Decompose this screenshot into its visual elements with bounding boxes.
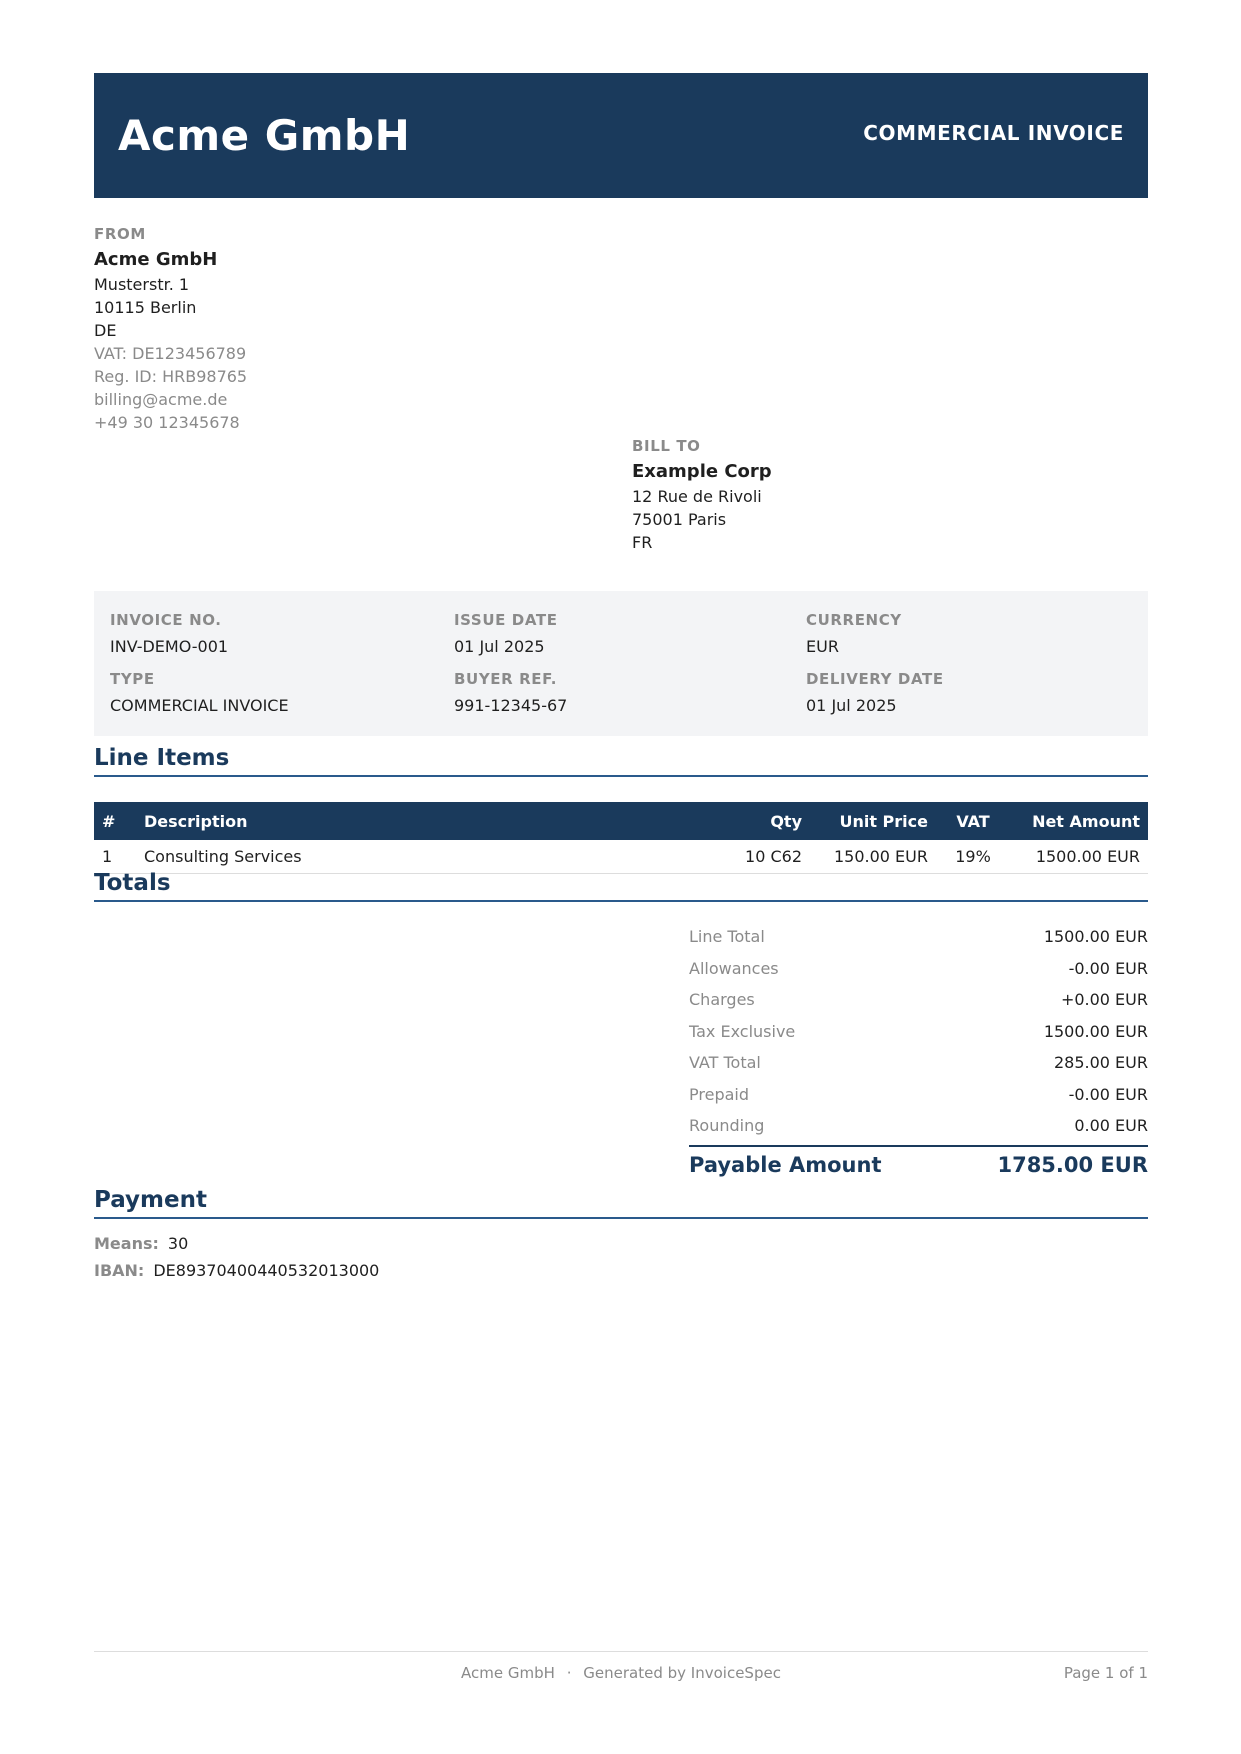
meta-label: BUYER REF. — [454, 670, 558, 688]
cell-vat: 19% — [936, 840, 1010, 873]
totals-row — [689, 921, 1148, 953]
page-footer — [94, 1651, 1148, 1682]
meta-issue-date — [454, 611, 558, 656]
payable-label: Payable Amount — [689, 1152, 882, 1177]
meta-label: INVOICE NO. — [110, 611, 222, 629]
buyer-country: FR — [632, 533, 653, 552]
totals-value: 285.00 EUR — [1053, 1053, 1148, 1073]
buyer-city: 75001 Paris — [632, 510, 727, 529]
seller-reg-id: Reg. ID: HRB98765 — [94, 367, 248, 386]
buyer-block — [632, 437, 772, 554]
table-header-row — [94, 802, 1148, 840]
buyer-street: 12 Rue de Rivoli — [632, 487, 762, 506]
invoice-page — [94, 73, 1148, 1280]
page-number: Page 1 of 1 — [1063, 1664, 1148, 1682]
totals-heading: Totals — [94, 870, 1148, 902]
meta-delivery-date — [806, 670, 944, 715]
totals-value: -0.00 EUR — [1068, 1084, 1148, 1104]
meta-invoice-no — [110, 611, 228, 656]
seller-vat: VAT: DE123456789 — [94, 344, 247, 363]
seller-label: FROM — [94, 225, 146, 243]
totals-value: 0.00 EUR — [1074, 1116, 1148, 1136]
totals-label: Charges — [689, 990, 755, 1010]
totals-row — [689, 1079, 1148, 1111]
totals-value: +0.00 EUR — [1060, 990, 1148, 1010]
seller-country: DE — [94, 321, 117, 340]
col-header-num: # — [94, 802, 136, 840]
table-row — [94, 840, 1148, 873]
payment-means-row — [94, 1230, 379, 1257]
totals-label: Tax Exclusive — [689, 1021, 796, 1041]
meta-label: TYPE — [110, 670, 155, 688]
totals-value: 1500.00 EUR — [1043, 1021, 1148, 1041]
document-type: COMMERCIAL INVOICE — [863, 121, 1124, 145]
col-header-description: Description — [136, 802, 710, 840]
totals-label: Rounding — [689, 1116, 765, 1136]
footer-credit — [94, 1664, 1148, 1682]
company-title: Acme GmbH — [118, 111, 411, 160]
buyer-label: BILL TO — [632, 437, 701, 455]
payment-iban-value: DE89370400440532013000 — [153, 1261, 380, 1280]
footer-separator: · — [566, 1664, 572, 1682]
col-header-unit-price: Unit Price — [810, 802, 936, 840]
footer-generated-by: Generated by InvoiceSpec — [583, 1664, 781, 1682]
cell-num: 1 — [94, 840, 136, 873]
totals-block — [689, 921, 1148, 1177]
totals-label: Allowances — [689, 958, 779, 978]
col-header-qty: Qty — [710, 802, 810, 840]
meta-value: COMMERCIAL INVOICE — [110, 696, 289, 715]
meta-value: 01 Jul 2025 — [454, 637, 545, 656]
totals-value: -0.00 EUR — [1068, 958, 1148, 978]
totals-row — [689, 1047, 1148, 1079]
payment-means-value: 30 — [167, 1234, 189, 1253]
totals-label: Prepaid — [689, 1084, 749, 1104]
meta-value: EUR — [806, 637, 839, 656]
footer-company: Acme GmbH — [461, 1664, 555, 1682]
totals-row — [689, 953, 1148, 985]
seller-block — [94, 225, 247, 434]
payment-iban-label: IBAN: — [94, 1261, 145, 1280]
seller-name: Acme GmbH — [94, 249, 218, 270]
payment-iban-row — [94, 1257, 379, 1284]
meta-label: DELIVERY DATE — [806, 670, 944, 688]
col-header-vat: VAT — [936, 802, 1010, 840]
meta-currency — [806, 611, 902, 656]
seller-email: billing@acme.de — [94, 390, 228, 409]
cell-description: Consulting Services — [136, 840, 710, 873]
totals-row — [689, 984, 1148, 1016]
payment-block — [94, 1230, 379, 1284]
meta-value: 01 Jul 2025 — [806, 696, 897, 715]
header-banner — [94, 73, 1148, 198]
cell-net-amount: 1500.00 EUR — [1010, 840, 1148, 873]
invoice-meta-panel — [94, 591, 1148, 736]
seller-phone: +49 30 12345678 — [94, 413, 240, 432]
line-items-heading: Line Items — [94, 745, 1148, 777]
meta-type — [110, 670, 289, 715]
payable-value: 1785.00 EUR — [997, 1152, 1148, 1177]
totals-label: Line Total — [689, 927, 765, 947]
totals-value: 1500.00 EUR — [1043, 927, 1148, 947]
meta-buyer-ref — [454, 670, 567, 715]
cell-qty: 10 C62 — [710, 840, 810, 873]
col-header-net-amount: Net Amount — [1010, 802, 1148, 840]
totals-row — [689, 1016, 1148, 1048]
cell-unit-price: 150.00 EUR — [810, 840, 936, 873]
seller-city: 10115 Berlin — [94, 298, 197, 317]
payment-heading: Payment — [94, 1187, 1148, 1219]
buyer-name: Example Corp — [632, 461, 772, 482]
seller-street: Musterstr. 1 — [94, 275, 190, 294]
meta-value: 991-12345-67 — [454, 696, 568, 715]
payable-amount-row — [689, 1145, 1148, 1177]
meta-label: ISSUE DATE — [454, 611, 558, 629]
payment-means-label: Means: — [94, 1234, 159, 1253]
meta-label: CURRENCY — [806, 611, 902, 629]
meta-value: INV-DEMO-001 — [110, 637, 229, 656]
totals-row — [689, 1110, 1148, 1142]
line-items-table — [94, 802, 1148, 874]
totals-label: VAT Total — [689, 1053, 761, 1073]
